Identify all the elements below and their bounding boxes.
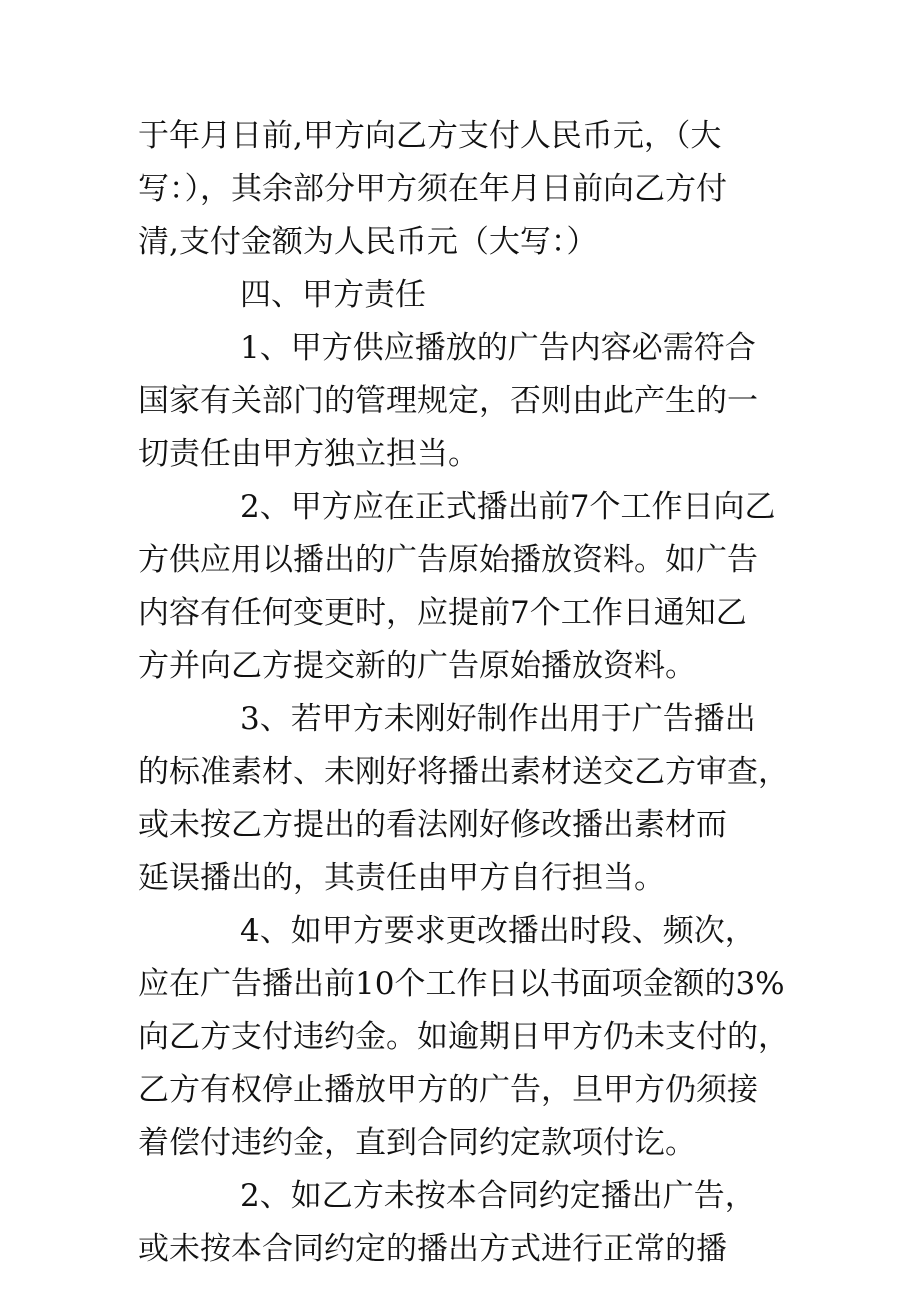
document-body (138, 110, 788, 1276)
paragraph-start: 2、甲方应在正式播出前7个工作日向乙 (240, 489, 776, 525)
text-line: 的标准素材、未刚好将播出素材送交乙方审查， (138, 754, 789, 790)
paragraph-start: 2、如乙方未按本合同约定播出广告， (240, 1178, 756, 1214)
text-line: 方供应用以播出的广告原始播放资料。如广告 (138, 542, 758, 578)
text-line: 乙方有权停止播放甲方的广告，旦甲方仍须接 (138, 1072, 758, 1108)
section-heading: 四、甲方责任 (240, 277, 426, 313)
text-line: 或未按乙方提出的看法刚好修改播出素材而 (138, 807, 727, 843)
text-line: 于年月日前,甲方向乙方支付人民币元，（大 (138, 118, 722, 154)
paragraph-start: 4、如甲方要求更改播出时段、频次， (240, 913, 756, 949)
text-line: 写：），其余部分甲方须在年月日前向乙方付 (138, 171, 727, 207)
text-line: 向乙方支付违约金。如逾期日甲方仍未支付的， (138, 1019, 789, 1055)
text-line: 着偿付违约金，直到合同约定款项付讫。 (138, 1125, 696, 1161)
text-line: 切责任由甲方独立担当。 (138, 436, 479, 472)
text-line: 应在广告播出前10个工作日以书面项金额的3% (138, 966, 785, 1002)
paragraph-start: 1、甲方供应播放的广告内容必需符合 (240, 330, 756, 366)
text-line: 内容有任何变更时，应提前7个工作日通知乙 (138, 595, 747, 631)
text-line: 国家有关部门的管理规定，否则由此产生的一 (138, 383, 758, 419)
text-line: 方并向乙方提交新的广告原始播放资料。 (138, 648, 696, 684)
paragraph-start: 3、若甲方未刚好制作出用于广告播出 (240, 701, 756, 737)
text-line: 清,支付金额为人民币元（大写：） (138, 224, 598, 260)
text-line: 延误播出的，其责任由甲方自行担当。 (138, 860, 665, 896)
text-line: 或未按本合同约定的播出方式进行正常的播 (138, 1231, 727, 1267)
